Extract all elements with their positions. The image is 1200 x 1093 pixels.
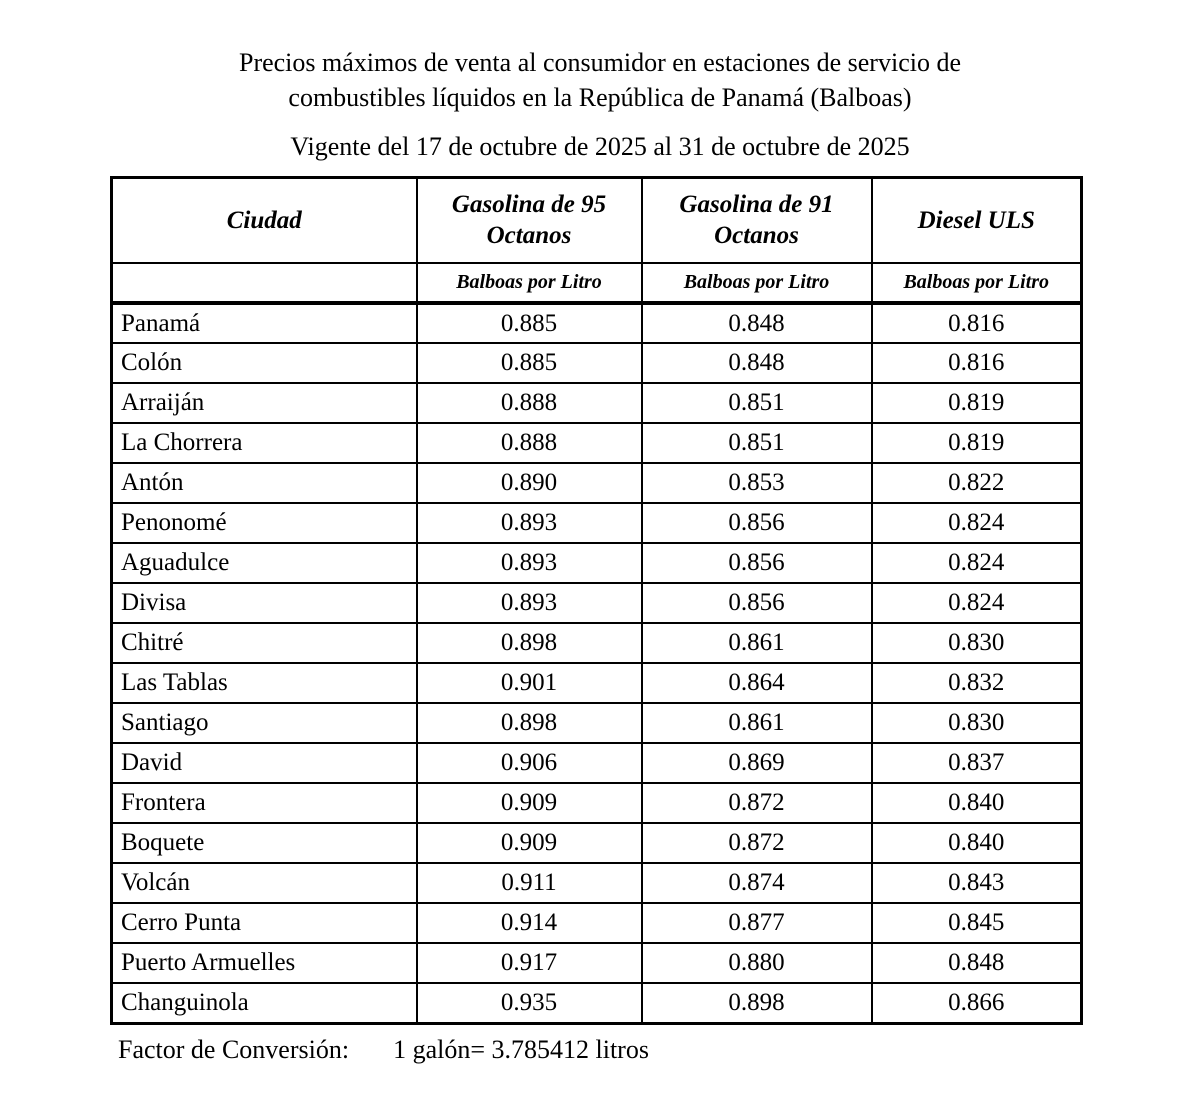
fuel-price-table [110,176,1083,1025]
city-cell: Chitré [112,623,417,663]
unit-cell-gas95: Balboas por Litro [417,263,642,303]
city-cell: David [112,743,417,783]
unit-cell-gas91: Balboas por Litro [642,263,872,303]
city-cell: Divisa [112,583,417,623]
price-cell: 0.869 [642,743,872,783]
price-cell: 0.893 [417,543,642,583]
table-row [112,383,1082,423]
price-cell: 0.837 [872,743,1082,783]
table-row [112,623,1082,663]
city-cell: Colón [112,343,417,383]
price-cell: 0.888 [417,383,642,423]
table-row [112,943,1082,983]
price-cell: 0.856 [642,583,872,623]
unit-cell-diesel: Balboas por Litro [872,263,1082,303]
price-cell: 0.824 [872,543,1082,583]
city-cell: Arraiján [112,383,417,423]
table-row [112,583,1082,623]
price-cell: 0.861 [642,703,872,743]
table-row [112,983,1082,1023]
price-cell: 0.872 [642,783,872,823]
city-cell: Boquete [112,823,417,863]
city-cell: Changuinola [112,983,417,1023]
price-cell: 0.880 [642,943,872,983]
price-cell: 0.845 [872,903,1082,943]
table-row [112,903,1082,943]
price-cell: 0.816 [872,343,1082,383]
price-cell: 0.893 [417,583,642,623]
city-cell: Cerro Punta [112,903,417,943]
city-cell: Penonomé [112,503,417,543]
price-cell: 0.824 [872,583,1082,623]
table-row [112,783,1082,823]
table-row [112,503,1082,543]
unit-cell-empty [112,263,417,303]
price-cell: 0.877 [642,903,872,943]
price-cell: 0.856 [642,503,872,543]
price-cell: 0.901 [417,663,642,703]
price-cell: 0.832 [872,663,1082,703]
table-row [112,703,1082,743]
price-cell: 0.848 [872,943,1082,983]
price-cell: 0.914 [417,903,642,943]
price-cell: 0.898 [417,623,642,663]
validity-period-subtitle: Vigente del 17 de octubre de 2025 al 31 de octubre de 2025 [290,132,910,162]
city-cell: Antón [112,463,417,503]
table-row [112,423,1082,463]
price-cell: 0.898 [642,983,872,1023]
price-cell: 0.885 [417,343,642,383]
price-cell: 0.893 [417,503,642,543]
table-row [112,823,1082,863]
price-cell: 0.856 [642,543,872,583]
price-cell: 0.885 [417,303,642,343]
column-header-diesel: Diesel ULS [872,177,1082,263]
city-cell: Frontera [112,783,417,823]
city-cell: Volcán [112,863,417,903]
price-cell: 0.917 [417,943,642,983]
column-header-city: Ciudad [112,177,417,263]
price-cell: 0.840 [872,823,1082,863]
price-cell: 0.819 [872,423,1082,463]
price-cell: 0.864 [642,663,872,703]
header-row [112,177,1082,263]
price-cell: 0.909 [417,823,642,863]
column-header-gas95: Gasolina de 95 Octanos [417,177,642,263]
price-cell: 0.816 [872,303,1082,343]
table-row [112,303,1082,343]
price-cell: 0.843 [872,863,1082,903]
conversion-factor-note [118,1035,1200,1065]
price-cell: 0.898 [417,703,642,743]
page-title: Precios máximos de venta al consumidor en estaciones de servicio de combustibles líquidos en la República de Panamá (Balboas) [238,48,961,112]
price-cell: 0.848 [642,343,872,383]
city-cell: Santiago [112,703,417,743]
price-cell: 0.830 [872,623,1082,663]
price-cell: 0.819 [872,383,1082,423]
price-cell: 0.866 [872,983,1082,1023]
unit-row [112,263,1082,303]
price-cell: 0.824 [872,503,1082,543]
table-row [112,663,1082,703]
price-cell: 0.851 [642,383,872,423]
price-cell: 0.909 [417,783,642,823]
price-cell: 0.853 [642,463,872,503]
price-cell: 0.840 [872,783,1082,823]
table-row [112,543,1082,583]
city-cell: La Chorrera [112,423,417,463]
table-row [112,463,1082,503]
price-cell: 0.861 [642,623,872,663]
city-cell: Puerto Armuelles [112,943,417,983]
city-cell: Aguadulce [112,543,417,583]
table-row [112,343,1082,383]
conversion-factor-label: Factor de Conversión: [118,1034,350,1064]
table-row [112,863,1082,903]
table-row [112,743,1082,783]
price-cell: 0.851 [642,423,872,463]
price-cell: 0.872 [642,823,872,863]
price-cell: 0.874 [642,863,872,903]
column-header-gas91: Gasolina de 91 Octanos [642,177,872,263]
city-cell: Las Tablas [112,663,417,703]
city-cell: Panamá [112,303,417,343]
price-cell: 0.935 [417,983,642,1023]
price-cell: 0.906 [417,743,642,783]
price-table-body [112,303,1082,1023]
price-cell: 0.848 [642,303,872,343]
price-cell: 0.888 [417,423,642,463]
conversion-factor-value: 1 galón= 3.785412 litros [393,1034,649,1064]
price-cell: 0.911 [417,863,642,903]
price-cell: 0.890 [417,463,642,503]
price-cell: 0.822 [872,463,1082,503]
price-cell: 0.830 [872,703,1082,743]
